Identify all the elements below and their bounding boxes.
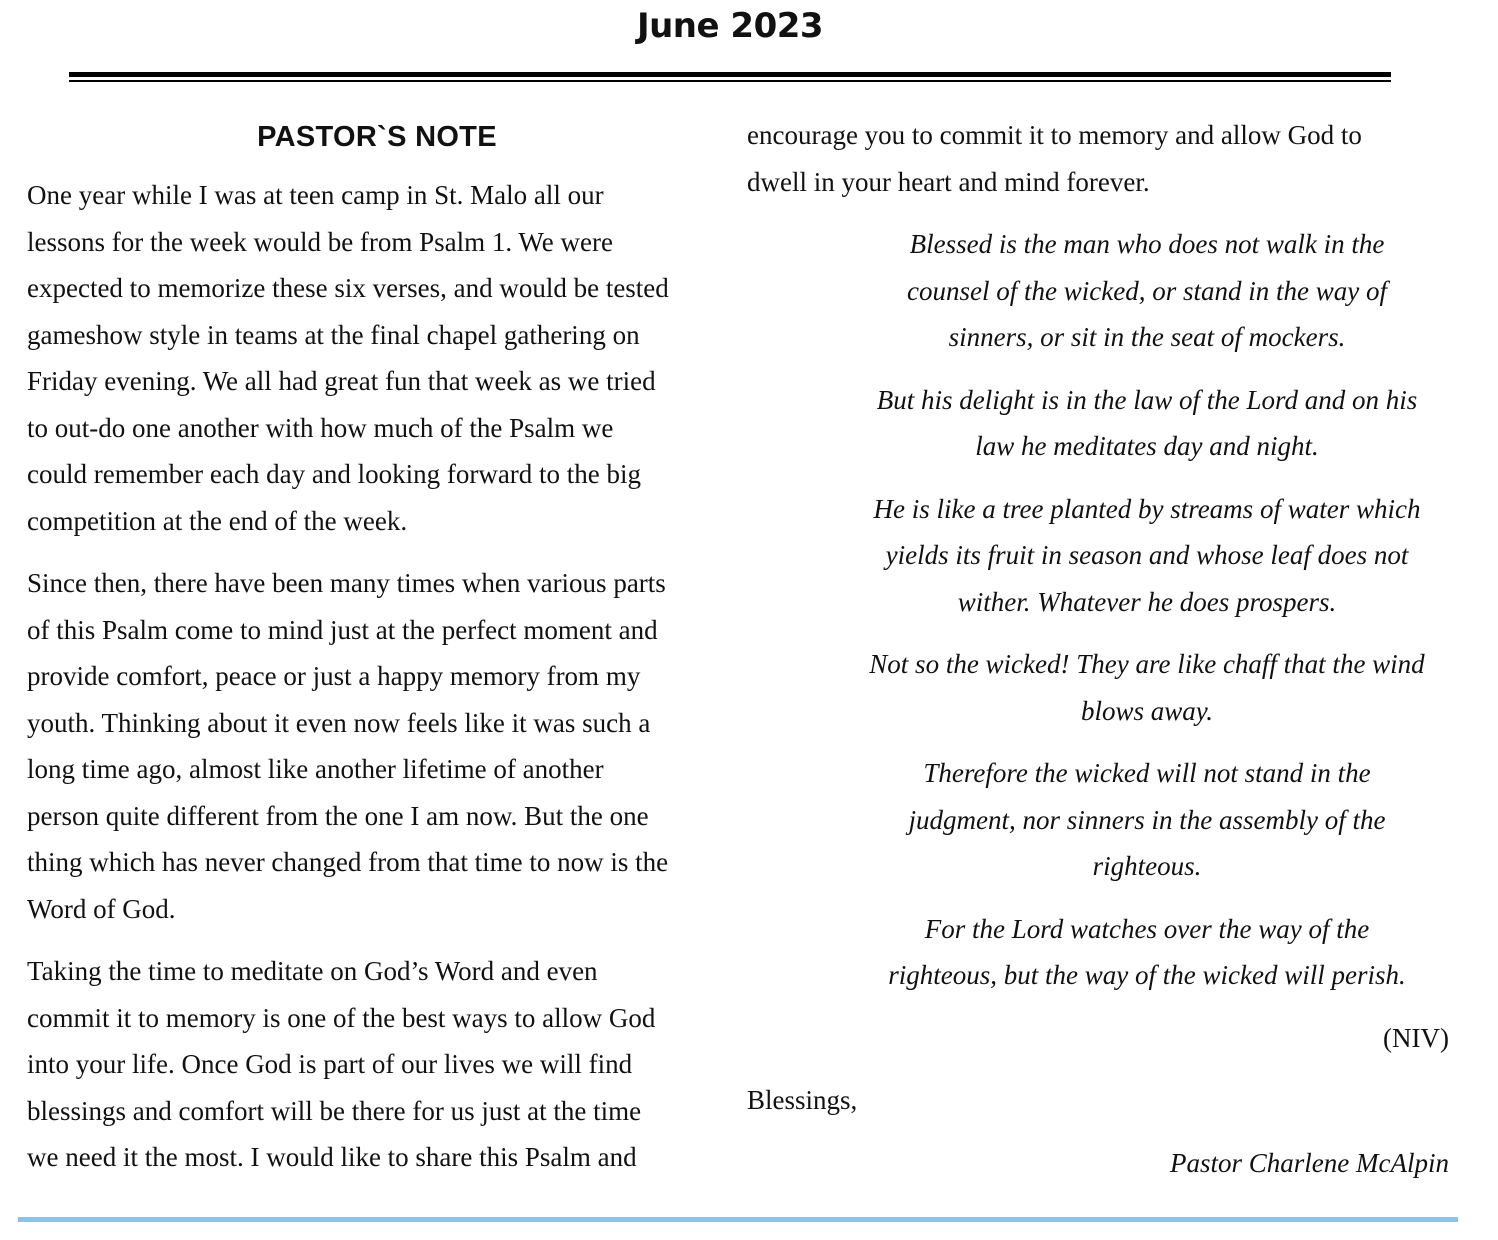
paragraph-line: lessons for the week would be from Psalm 1. We were [27,226,613,257]
verse-line: righteous. [1092,851,1202,881]
psalm-verse [747,221,1457,361]
verse-line: Therefore the wicked will not stand in the [923,758,1371,788]
paragraph-line: Taking the time to meditate on God’s Word and even [27,956,598,986]
verse-line: judgment, nor sinners in the assembly of the [908,804,1386,835]
paragraph-line: dwell in your heart and mind forever. [747,166,1150,197]
body-paragraph [27,172,737,544]
verse-line: yields its fruit in season and whose leaf does not [885,540,1409,570]
paragraph-line: Word of God. [27,893,176,924]
right-column [747,112,1457,1186]
header-rule-thick [69,72,1391,77]
paragraph-line: encourage you to commit it to memory and allow God to [747,120,1362,150]
continuation-paragraph [747,112,1457,205]
paragraph-line: One year while I was at teen camp in St. Malo all our [27,180,604,210]
newsletter-date-title: June 2023 [636,6,824,46]
paragraph-line: of this Psalm come to mind just at the perfect moment and [27,614,658,645]
verse-line: blows away. [1080,695,1214,726]
paragraph-line: into your life. Once God is part of our lives we will find [27,1049,633,1079]
left-column [27,112,737,1197]
paragraph-line: commit it to memory is one of the best ways to allow God [27,1002,656,1033]
paragraph-line: could remember each day and looking forward to the big [27,459,642,489]
psalm-verse [747,486,1457,626]
psalm-verse [747,750,1457,890]
header-rule-thin [69,80,1391,82]
verse-line: For the Lord watches over the way of the [924,913,1370,944]
paragraph-line: Since then, there have been many times when various parts [27,568,666,598]
paragraph-line: thing which has never changed from that time to now is the [27,847,669,877]
psalm-verse [747,641,1457,734]
footer-rule [18,1217,1458,1222]
verse-line: He is like a tree planted by streams of water which [873,493,1421,524]
paragraph-line: provide comfort, peace or just a happy memory from my [27,661,641,691]
verse-line: righteous, but the way of the wicked will perish. [888,960,1406,990]
paragraph-line: person quite different from the one I am now. But the one [27,800,649,831]
verse-line: Not so the wicked! They are like chaff that the wind [869,649,1425,679]
verse-line: counsel of the wicked, or stand in the way of [907,275,1387,306]
paragraph-line: expected to memorize these six verses, and would be tested [27,273,669,303]
body-paragraph [27,948,737,1181]
verse-line: Blessed is the man who does not walk in the [909,229,1385,259]
verse-line: law he meditates day and night. [975,431,1319,461]
verse-line: But his delight is in the law of the Lord and on his [876,384,1418,415]
paragraph-line: to out-do one another with how much of the Psalm we [27,412,614,443]
article-title: PASTOR`S NOTE [257,121,497,153]
verse-line: sinners, or sit in the seat of mockers. [948,322,1346,352]
body-paragraph [27,560,737,932]
signature: Pastor Charlene McAlpin [1170,1147,1449,1178]
left-paragraphs [27,172,737,1181]
paragraph-line: Friday evening. We all had great fun that week as we tried [27,366,656,396]
paragraph-line: youth. Thinking about it even now feels like it was such a [27,707,651,738]
paragraph-line: we need it the most. I would like to share this Psalm and [27,1142,637,1172]
bible-version-label: (NIV) [1383,1022,1449,1053]
paragraph-line: long time ago, almost like another lifetime of another [27,754,604,784]
closing-line: Blessings, [747,1085,858,1115]
verse-line: wither. Whatever he does prospers. [957,586,1337,617]
psalm-verses [747,221,1457,999]
paragraph-line: blessings and comfort will be there for us just at the time [27,1095,642,1126]
psalm-verse [747,377,1457,470]
psalm-verse [747,906,1457,999]
paragraph-line: competition at the end of the week. [27,505,408,536]
paragraph-line: gameshow style in teams at the final chapel gathering on [27,319,640,350]
